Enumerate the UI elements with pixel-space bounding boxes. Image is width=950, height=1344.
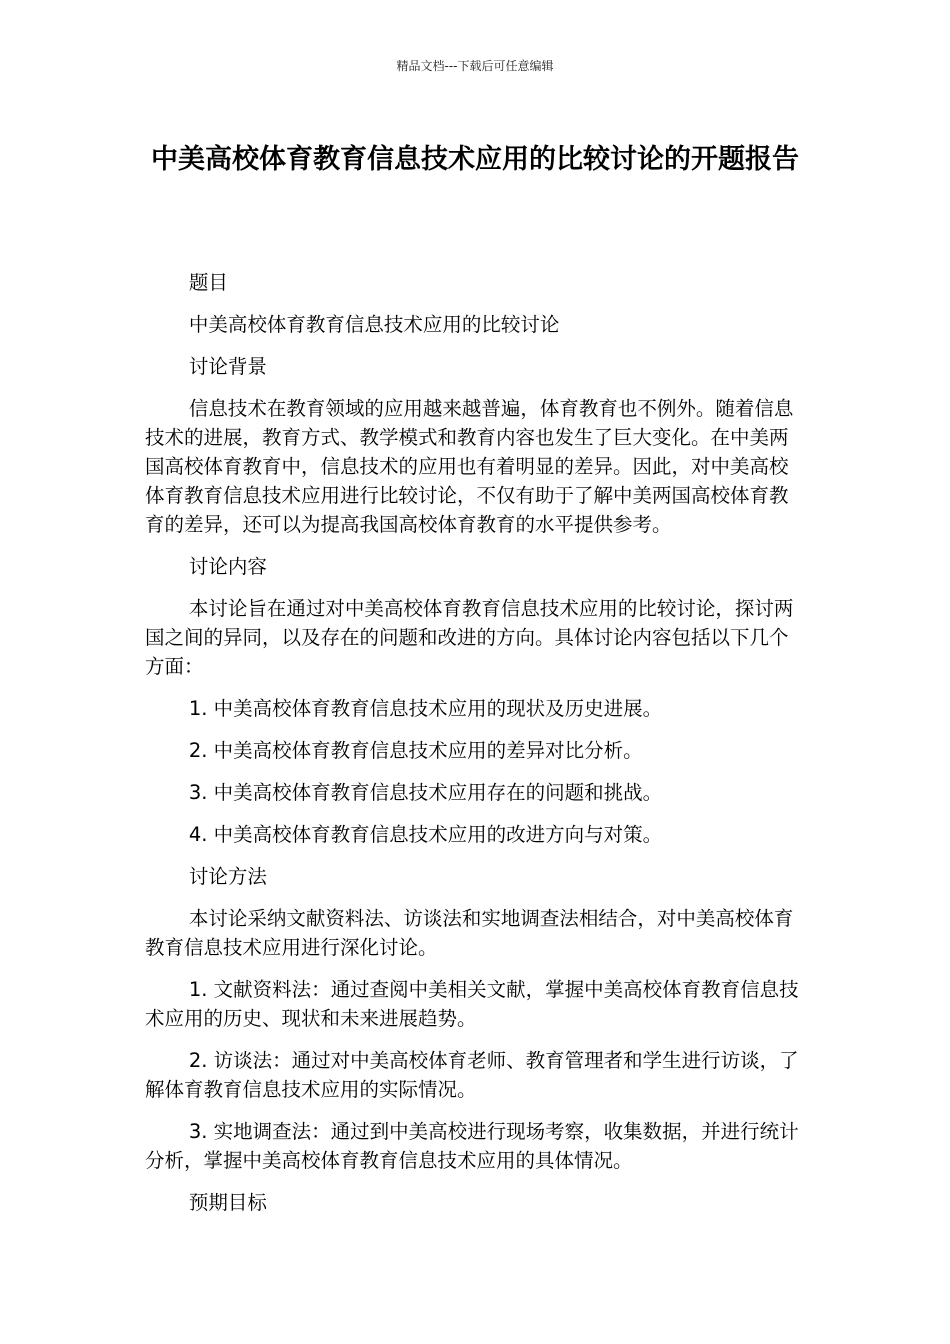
content-list-item: 2. 中美高校体育教育信息技术应用的差异对比分析。 (188, 739, 643, 762)
content-intro-paragraph: 本讨论旨在通过对中美高校体育教育信息技术应用的比较讨论，探讨两国之间的异同，以及存在的问题和改进的方向。具体讨论内容包括以下几个方面： (145, 597, 794, 678)
section-heading-method: 讨论方法 (188, 865, 267, 888)
topic-text: 中美高校体育教育信息技术应用的比较讨论 (188, 313, 560, 336)
section-heading-background: 讨论背景 (188, 355, 267, 378)
method-list-item: 3. 实地调查法：通过到中美高校进行现场考察，收集数据，并进行统计分析，掌握中美高校体育教育信息技术应用的具体情况。 (145, 1120, 799, 1172)
document-title: 中美高校体育教育信息技术应用的比较讨论的开题报告 (151, 144, 799, 175)
method-list-item: 2. 访谈法：通过对中美高校体育老师、教育管理者和学生进行访谈，了解体育教育信息技术应用的实际情况。 (145, 1049, 799, 1101)
method-list-item: 1. 文献资料法：通过查阅中美相关文献，掌握中美高校体育教育信息技术应用的历史、现状和未来进展趋势。 (145, 978, 799, 1030)
section-heading-goal: 预期目标 (188, 1191, 267, 1214)
content-list-item: 4. 中美高校体育教育信息技术应用的改进方向与对策。 (188, 823, 663, 846)
document-body (145, 268, 805, 1230)
section-heading-topic: 题目 (188, 271, 228, 294)
content-list-item: 3. 中美高校体育教育信息技术应用存在的问题和挑战。 (188, 781, 663, 804)
content-list-item: 1. 中美高校体育教育信息技术应用的现状及历史进展。 (188, 697, 663, 720)
method-intro-paragraph: 本讨论采纳文献资料法、访谈法和实地调查法相结合，对中美高校体育教育信息技术应用进行深化讨论。 (145, 907, 794, 959)
section-heading-content: 讨论内容 (188, 555, 267, 578)
background-paragraph: 信息技术在教育领域的应用越来越普遍，体育教育也不例外。随着信息技术的进展，教育方式、教学模式和教育内容也发生了巨大变化。在中美两国高校体育教育中，信息技术的应用也有着明显的差异。因此，对中美高校体育教育信息技术应用进行比较讨论，不仅有助于了解中美两国高校体育教育的差异，还可以为提高我国高校体育教育的水平提供参考。 (145, 397, 794, 536)
header-note: 精品文档---下载后可任意编辑 (396, 59, 554, 73)
